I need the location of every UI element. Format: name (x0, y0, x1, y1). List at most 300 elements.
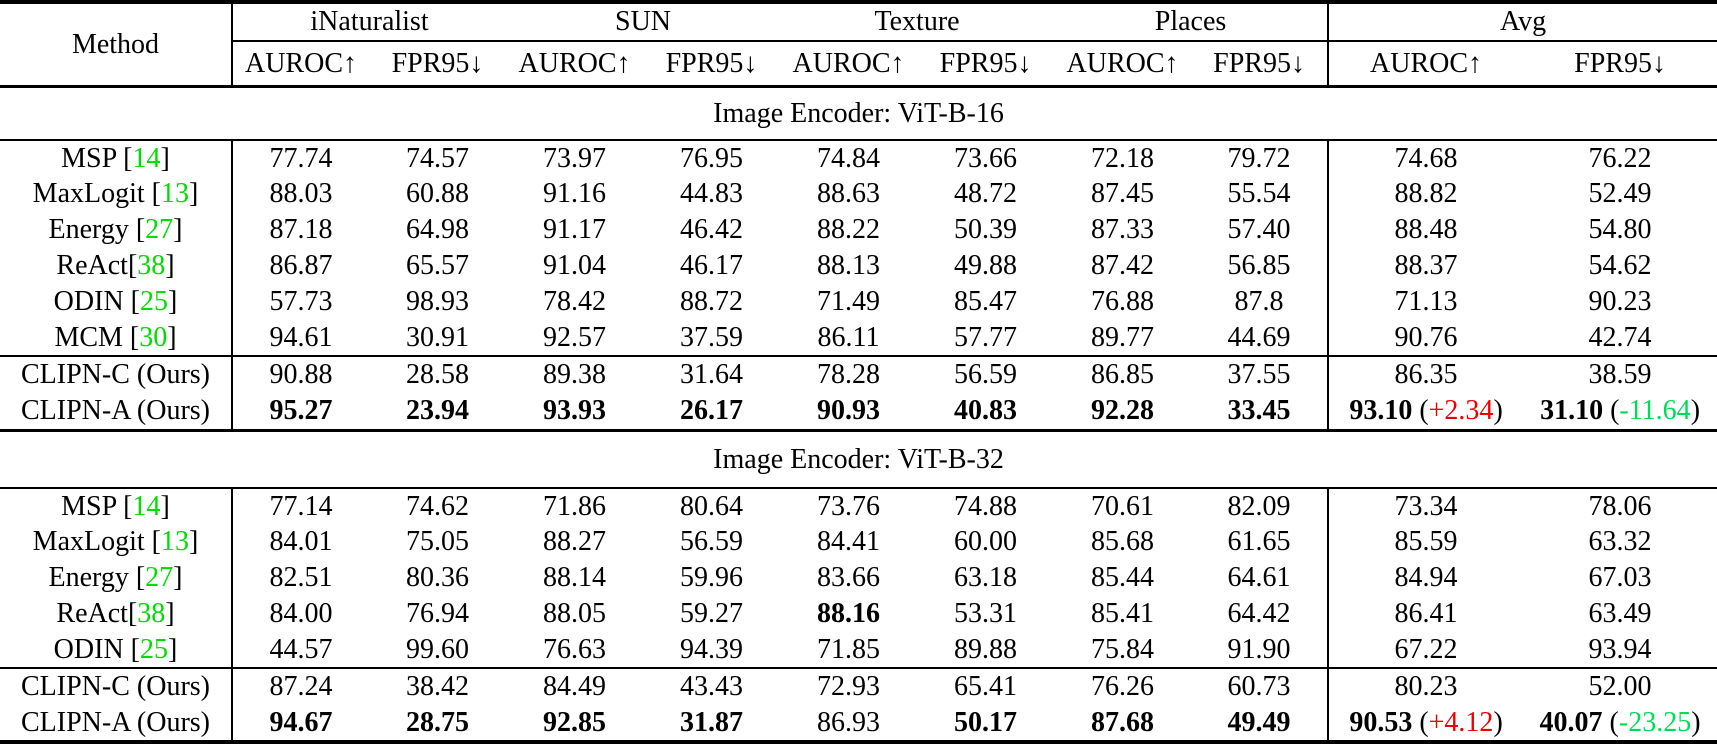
value-cell (1328, 632, 1523, 668)
value-cell (369, 524, 506, 560)
value-cell (506, 668, 643, 705)
value-cell (506, 524, 643, 560)
metric-value: 86.35 (1394, 359, 1458, 391)
value-cell (917, 393, 1054, 430)
metric-value: 84.00 (269, 598, 333, 630)
value-cell (917, 524, 1054, 560)
metric-value: 86.93 (817, 706, 881, 738)
method-cell: CLIPN-A (Ours) (0, 393, 232, 430)
value-cell (506, 212, 643, 248)
metric-value: 37.55 (1227, 359, 1291, 391)
value-cell (369, 488, 506, 524)
metric-value: 70.61 (1091, 490, 1155, 522)
metric-value: 94.61 (269, 321, 333, 353)
table-row (0, 212, 1717, 248)
value-cell (1054, 596, 1191, 632)
value-cell (1191, 632, 1328, 668)
value-cell (232, 176, 369, 212)
value-cell (232, 560, 369, 596)
value-cell (1054, 705, 1191, 742)
subheader-fpr95-places: FPR95↓ (1191, 41, 1328, 86)
metric-value: 93.93 (543, 395, 607, 427)
group-header-inaturalist: iNaturalist (232, 2, 506, 41)
metric-value: 85.44 (1091, 562, 1155, 594)
value-cell (369, 596, 506, 632)
value-cell (1328, 248, 1523, 284)
value-cell (1523, 524, 1717, 560)
value-cell (780, 632, 917, 668)
metric-value: 75.84 (1091, 633, 1155, 665)
metric-value: 42.74 (1588, 321, 1652, 353)
delta-value: +4.12 (1428, 706, 1494, 738)
metric-value: 93.94 (1588, 633, 1652, 665)
method-cell: MaxLogit [13] (0, 524, 232, 560)
value-cell (917, 560, 1054, 596)
value-cell (1191, 560, 1328, 596)
table-row (0, 176, 1717, 212)
value-cell (232, 632, 369, 668)
value-cell (1191, 320, 1328, 356)
value-cell (780, 393, 917, 430)
metric-value: 33.45 (1227, 395, 1291, 427)
metric-value: 71.13 (1394, 286, 1458, 318)
value-cell (917, 632, 1054, 668)
value-cell (1054, 212, 1191, 248)
metric-value: 94.39 (680, 633, 744, 665)
section-header-row (0, 86, 1717, 140)
value-cell (780, 560, 917, 596)
value-cell (1191, 668, 1328, 705)
metric-value: 76.22 (1588, 142, 1652, 174)
value-cell (232, 356, 369, 393)
metric-value: 90.88 (269, 359, 333, 391)
section-header-row (0, 430, 1717, 488)
table-row (0, 524, 1717, 560)
metric-value: 78.42 (543, 286, 607, 318)
metric-value: 91.16 (543, 178, 607, 210)
table-row (0, 488, 1717, 524)
value-cell (1054, 560, 1191, 596)
metric-value: 88.14 (543, 562, 607, 594)
method-cell: ReAct[38] (0, 248, 232, 284)
value-cell (1191, 488, 1328, 524)
value-cell (369, 705, 506, 742)
citation-number: 13 (161, 178, 189, 210)
value-cell (643, 560, 780, 596)
value-cell (917, 488, 1054, 524)
value-cell (369, 248, 506, 284)
metric-value: 67.03 (1588, 562, 1652, 594)
metric-value: 88.27 (543, 526, 607, 558)
value-cell (1191, 393, 1328, 430)
value-cell (1523, 560, 1717, 596)
value-cell (780, 356, 917, 393)
metric-value: 49.49 (1227, 706, 1291, 738)
citation-number: 25 (140, 633, 168, 665)
metric-value: 44.57 (269, 633, 333, 665)
metric-value: 85.41 (1091, 598, 1155, 630)
value-cell (1054, 488, 1191, 524)
method-cell: MSP [14] (0, 140, 232, 176)
metric-value: 88.22 (817, 214, 881, 246)
metric-value: 71.86 (543, 490, 607, 522)
value-cell (643, 284, 780, 320)
value-cell (1054, 632, 1191, 668)
metric-value: 28.58 (406, 359, 469, 391)
value-cell (506, 705, 643, 742)
value-cell (1328, 356, 1523, 393)
metric-value: 57.40 (1227, 214, 1291, 246)
metric-value: 65.41 (954, 671, 1018, 703)
metric-value: 90.76 (1394, 321, 1458, 353)
group-header-texture: Texture (780, 2, 1054, 41)
metric-value: 72.93 (817, 671, 881, 703)
value-cell (506, 596, 643, 632)
value-cell (1328, 524, 1523, 560)
metric-value: 64.61 (1227, 562, 1291, 594)
method-cell: CLIPN-C (Ours) (0, 668, 232, 705)
citation-number: 14 (132, 490, 161, 522)
value-cell: 31.10 (-11.64) (1540, 395, 1701, 427)
subheader-fpr95-inaturalist: FPR95↓ (369, 41, 506, 86)
metric-value: 85.68 (1091, 526, 1155, 558)
value-cell (1328, 596, 1523, 632)
method-cell: MaxLogit [13] (0, 176, 232, 212)
value-cell (506, 632, 643, 668)
metric-value: 93.10 (1349, 395, 1413, 427)
value-cell (1328, 320, 1523, 356)
metric-value: 65.57 (406, 250, 469, 282)
value-cell (780, 705, 917, 742)
table-row (0, 705, 1717, 742)
value-cell (780, 212, 917, 248)
metric-value: 76.63 (543, 633, 607, 665)
group-header-row (0, 2, 1717, 41)
subheader-fpr95-texture: FPR95↓ (917, 41, 1054, 86)
delta-value: +2.34 (1428, 395, 1494, 427)
metric-value: 37.59 (680, 321, 744, 353)
metric-value: 84.01 (269, 526, 333, 558)
metric-value: 87.8 (1234, 286, 1284, 318)
value-cell (1054, 356, 1191, 393)
method-cell: CLIPN-A (Ours) (0, 705, 232, 742)
value-cell (232, 320, 369, 356)
value-cell (1054, 176, 1191, 212)
metric-value: 23.94 (406, 395, 469, 427)
value-cell (1523, 176, 1717, 212)
value-cell (1191, 248, 1328, 284)
metric-value: 64.98 (406, 214, 469, 246)
metric-value: 74.88 (954, 490, 1018, 522)
metric-value: 56.59 (954, 359, 1018, 391)
metric-value: 91.17 (543, 214, 607, 246)
metric-value: 80.64 (680, 490, 744, 522)
metric-value: 74.57 (406, 142, 469, 174)
metric-value: 89.38 (543, 359, 607, 391)
value-cell (643, 705, 780, 742)
metric-value: 77.74 (269, 142, 333, 174)
delta-value: -23.25 (1618, 706, 1692, 738)
value-cell (1523, 140, 1717, 176)
value-cell (1054, 284, 1191, 320)
metric-value: 76.26 (1091, 671, 1155, 703)
metric-value: 31.64 (680, 359, 744, 391)
value-cell (232, 393, 369, 430)
metric-value: 82.51 (269, 562, 333, 594)
value-cell (917, 284, 1054, 320)
value-cell (780, 488, 917, 524)
citation-number: 27 (145, 214, 174, 246)
metric-value: 26.17 (680, 395, 744, 427)
value-cell (506, 284, 643, 320)
metric-value: 88.37 (1394, 250, 1458, 282)
metric-value: 84.49 (543, 671, 607, 703)
value-cell (1328, 284, 1523, 320)
metric-value: 84.94 (1394, 562, 1458, 594)
metric-value: 52.49 (1588, 178, 1652, 210)
value-cell (1523, 668, 1717, 705)
value-cell (917, 212, 1054, 248)
value-cell (1328, 668, 1523, 705)
value-cell (232, 705, 369, 742)
value-cell (232, 524, 369, 560)
value-cell (643, 356, 780, 393)
metric-value: 28.75 (406, 706, 469, 738)
value-cell (232, 212, 369, 248)
metric-value: 73.97 (543, 142, 607, 174)
value-cell (780, 284, 917, 320)
metric-value: 60.88 (406, 178, 469, 210)
metric-value: 91.04 (543, 250, 607, 282)
method-cell: MCM [30] (0, 320, 232, 356)
metric-value: 76.88 (1091, 286, 1155, 318)
value-cell (1523, 632, 1717, 668)
metric-value: 86.11 (817, 321, 880, 353)
table-row (0, 320, 1717, 356)
metric-value: 83.66 (817, 562, 881, 594)
value-cell (1523, 596, 1717, 632)
metric-value: 50.17 (954, 706, 1018, 738)
table-row (0, 560, 1717, 596)
metric-value: 56.59 (680, 526, 744, 558)
metric-value: 46.42 (680, 214, 744, 246)
metric-value: 84.41 (817, 526, 881, 558)
metric-value: 46.17 (680, 250, 744, 282)
metric-value: 78.06 (1588, 490, 1652, 522)
metric-value: 87.45 (1091, 178, 1155, 210)
metric-value: 92.28 (1091, 395, 1155, 427)
table-row (0, 668, 1717, 705)
metric-value: 88.13 (817, 250, 881, 282)
value-cell (780, 668, 917, 705)
table-row (0, 140, 1717, 176)
table-header (0, 2, 1717, 86)
metric-value: 31.10 (1540, 395, 1604, 427)
value-cell (917, 356, 1054, 393)
value-cell (643, 176, 780, 212)
method-cell: Energy [27] (0, 212, 232, 248)
value-cell (1523, 356, 1717, 393)
method-cell: ReAct[38] (0, 596, 232, 632)
value-cell (1191, 140, 1328, 176)
metric-value: 63.18 (954, 562, 1018, 594)
value-cell (506, 488, 643, 524)
value-cell (506, 560, 643, 596)
metric-value: 86.85 (1091, 359, 1155, 391)
value-cell (1054, 524, 1191, 560)
group-header-avg: Avg (1328, 2, 1717, 41)
metric-value: 49.88 (954, 250, 1018, 282)
metric-value: 59.96 (680, 562, 744, 594)
metric-value: 53.31 (954, 598, 1018, 630)
value-cell (369, 356, 506, 393)
value-cell (506, 356, 643, 393)
metric-value: 92.57 (543, 321, 607, 353)
table-row (0, 596, 1717, 632)
group-header-sun: SUN (506, 2, 780, 41)
value-cell (232, 248, 369, 284)
metric-value: 40.83 (954, 395, 1018, 427)
metric-value: 44.69 (1227, 321, 1291, 353)
metric-value: 88.72 (680, 286, 744, 318)
value-cell (1191, 356, 1328, 393)
subheader-auroc-sun: AUROC↑ (506, 41, 643, 86)
value-cell (369, 393, 506, 430)
value-cell (780, 596, 917, 632)
method-cell: MSP [14] (0, 488, 232, 524)
value-cell (780, 176, 917, 212)
metric-value: 71.49 (817, 286, 881, 318)
metric-value: 88.16 (817, 598, 881, 630)
method-cell: ODIN [25] (0, 632, 232, 668)
value-cell (1523, 320, 1717, 356)
value-cell (780, 140, 917, 176)
metric-value: 48.72 (954, 178, 1018, 210)
value-cell (1054, 320, 1191, 356)
metric-value: 71.85 (817, 633, 881, 665)
table-row (0, 632, 1717, 668)
metric-value: 86.87 (269, 250, 333, 282)
method-cell: Energy [27] (0, 560, 232, 596)
value-cell (369, 284, 506, 320)
metric-value: 74.84 (817, 142, 881, 174)
metric-value: 90.93 (817, 395, 881, 427)
value-cell (917, 320, 1054, 356)
metric-value: 87.42 (1091, 250, 1155, 282)
method-column-header: Method (0, 2, 232, 86)
value-cell (780, 524, 917, 560)
value-cell (1054, 393, 1191, 430)
value-cell (369, 140, 506, 176)
metric-value: 76.95 (680, 142, 744, 174)
metric-value: 88.82 (1394, 178, 1458, 210)
value-cell (369, 560, 506, 596)
value-cell (369, 632, 506, 668)
value-cell (643, 668, 780, 705)
metric-value: 94.67 (269, 706, 333, 738)
value-cell (232, 668, 369, 705)
metric-value: 80.23 (1394, 671, 1458, 703)
metric-value: 64.42 (1227, 598, 1291, 630)
value-cell (1328, 560, 1523, 596)
citation-number: 38 (137, 250, 166, 282)
value-cell (506, 140, 643, 176)
value-cell (1328, 488, 1523, 524)
metric-value: 92.85 (543, 706, 607, 738)
metric-value: 59.27 (680, 598, 744, 630)
value-cell (232, 488, 369, 524)
value-cell (1328, 176, 1523, 212)
metric-value: 85.47 (954, 286, 1018, 318)
metric-value: 57.77 (954, 321, 1018, 353)
citation-number: 14 (132, 142, 161, 174)
metric-value: 89.77 (1091, 321, 1155, 353)
subheader-fpr95-sun: FPR95↓ (643, 41, 780, 86)
value-cell (506, 176, 643, 212)
metric-value: 74.68 (1394, 142, 1458, 174)
metric-value: 44.83 (680, 178, 744, 210)
subheader-auroc-texture: AUROC↑ (780, 41, 917, 86)
value-cell (232, 140, 369, 176)
metric-value: 74.62 (406, 490, 469, 522)
section-title: Image Encoder: ViT-B-16 (0, 86, 1717, 140)
value-cell (506, 248, 643, 284)
delta-value: -11.64 (1619, 395, 1691, 427)
value-cell (1328, 140, 1523, 176)
metric-value: 63.49 (1588, 598, 1652, 630)
metric-value: 91.90 (1227, 633, 1291, 665)
value-cell (780, 320, 917, 356)
metric-value: 75.05 (406, 526, 469, 558)
metric-value: 57.73 (269, 286, 333, 318)
value-cell (232, 284, 369, 320)
citation-number: 27 (145, 562, 174, 594)
subheader-fpr95-avg: FPR95↓ (1523, 41, 1717, 86)
value-cell (1054, 140, 1191, 176)
metric-value: 80.36 (406, 562, 469, 594)
metric-value: 88.03 (269, 178, 333, 210)
metric-value: 73.66 (954, 142, 1018, 174)
metric-value: 90.53 (1349, 706, 1413, 738)
table-row (0, 393, 1717, 430)
value-cell (1054, 248, 1191, 284)
value-cell (643, 596, 780, 632)
method-cell: CLIPN-C (Ours) (0, 356, 232, 393)
metric-value: 98.93 (406, 286, 469, 318)
metric-value: 78.28 (817, 359, 881, 391)
metric-value: 50.39 (954, 214, 1018, 246)
value-cell (917, 705, 1054, 742)
metric-value: 88.63 (817, 178, 881, 210)
value-cell (1191, 705, 1328, 742)
metric-value: 73.76 (817, 490, 881, 522)
metric-value: 38.59 (1588, 359, 1652, 391)
value-cell (643, 248, 780, 284)
metric-value: 86.41 (1394, 598, 1458, 630)
subheader-auroc-inaturalist: AUROC↑ (232, 41, 369, 86)
metric-value: 40.07 (1539, 706, 1603, 738)
table-row (0, 356, 1717, 393)
metric-value: 87.33 (1091, 214, 1155, 246)
section-title: Image Encoder: ViT-B-32 (0, 430, 1717, 488)
value-cell (1328, 212, 1523, 248)
value-cell (369, 212, 506, 248)
citation-number: 13 (161, 526, 189, 558)
metric-value: 79.72 (1227, 142, 1291, 174)
value-cell (1523, 284, 1717, 320)
value-cell: 93.10 (+2.34) (1328, 393, 1523, 430)
value-cell (643, 632, 780, 668)
